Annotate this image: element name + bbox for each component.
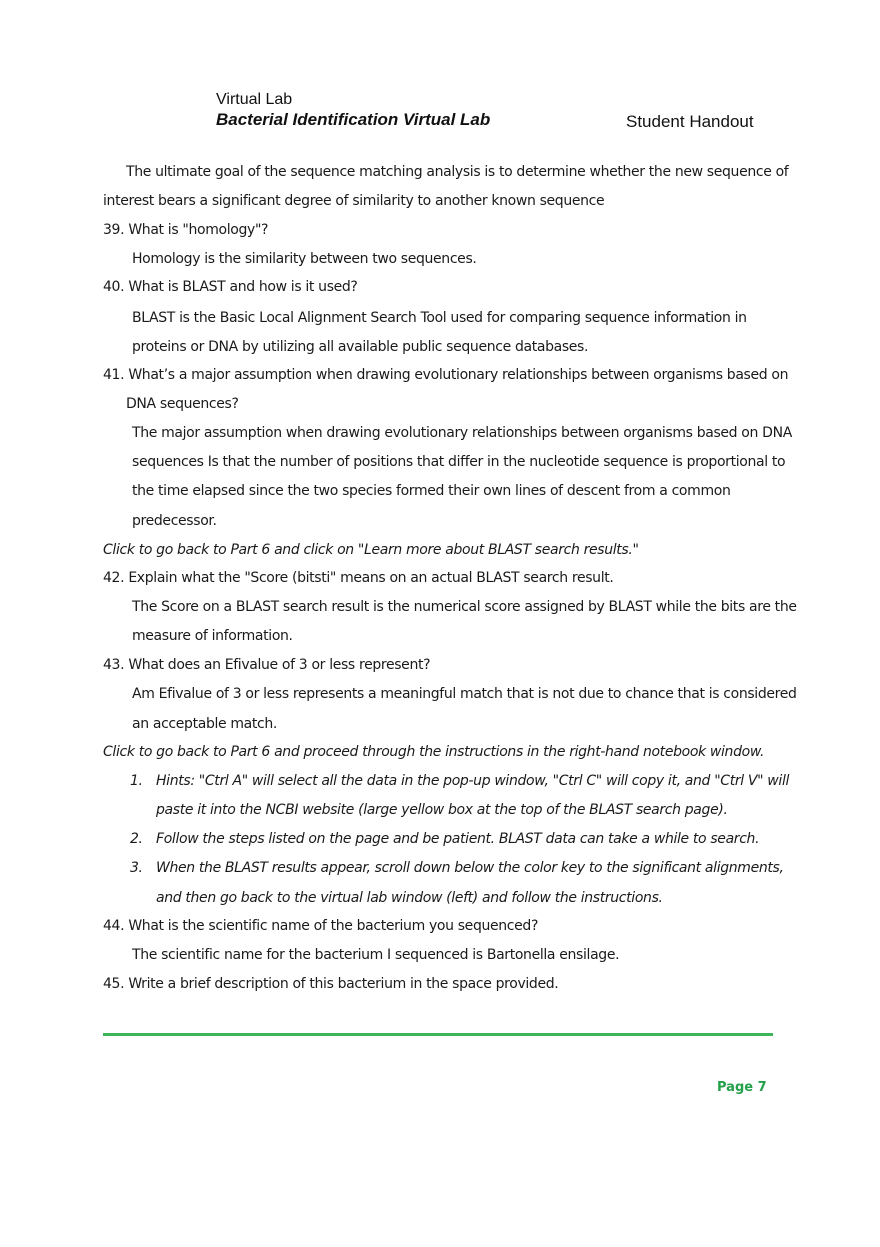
answer-43-line-1: Am Efivalue of 3 or less represents a meaningful match that is not due to chance that is considered bbox=[132, 686, 797, 702]
question-44: 44. What is the scientific name of the bacterium you sequenced? bbox=[103, 918, 539, 934]
answer-41-line-3: the time elapsed since the two species formed their own lines of descent from a common bbox=[132, 483, 731, 499]
instruction-part6-blast-results: Click to go back to Part 6 and click on "Learn more about BLAST search results." bbox=[103, 542, 639, 558]
question-45: 45. Write a brief description of this bacterium in the space provided. bbox=[103, 976, 559, 992]
answer-40-line-1: BLAST is the Basic Local Alignment Search Tool used for comparing sequence information in bbox=[132, 310, 747, 326]
header-lab-subtitle: Bacterial Identification Virtual Lab bbox=[216, 110, 491, 129]
step-1-number: 1. bbox=[130, 773, 143, 789]
answer-42-line-2: measure of information. bbox=[132, 628, 293, 644]
step-2-number: 2. bbox=[130, 831, 143, 847]
answer-40-line-2: proteins or DNA by utilizing all available public sequence databases. bbox=[132, 339, 589, 355]
answer-41-line-1: The major assumption when drawing evolutionary relationships between organisms based on DNA bbox=[132, 425, 792, 441]
step-1-line-2: paste it into the NCBI website (large yellow box at the top of the BLAST search page). bbox=[156, 802, 728, 818]
step-3-line-2: and then go back to the virtual lab window (left) and follow the instructions. bbox=[156, 890, 663, 906]
answer-43-line-2: an acceptable match. bbox=[132, 716, 278, 732]
answer-41-line-4: predecessor. bbox=[132, 513, 217, 529]
question-40: 40. What is BLAST and how is it used? bbox=[103, 279, 358, 295]
step-1-line-1: Hints: "Ctrl A" will select all the data in the pop-up window, "Ctrl C" will copy it, and "Ctrl V" will bbox=[156, 773, 790, 789]
header-student-handout: Student Handout bbox=[626, 112, 754, 131]
question-43: 43. What does an Efivalue of 3 or less represent? bbox=[103, 657, 431, 673]
question-42: 42. Explain what the "Score (bitsti" means on an actual BLAST search result. bbox=[103, 570, 614, 586]
question-41-line-2: DNA sequences? bbox=[126, 396, 239, 412]
intro-line-2: interest bears a significant degree of similarity to another known sequence bbox=[103, 193, 605, 209]
footer-divider bbox=[103, 1033, 773, 1036]
instruction-part6-notebook: Click to go back to Part 6 and proceed through the instructions in the right-hand notebook window. bbox=[103, 744, 765, 760]
answer-42-line-1: The Score on a BLAST search result is the numerical score assigned by BLAST while the bits are the bbox=[132, 599, 797, 615]
intro-line-1: The ultimate goal of the sequence matching analysis is to determine whether the new sequence of bbox=[126, 164, 789, 180]
answer-39: Homology is the similarity between two sequences. bbox=[132, 251, 477, 267]
step-3-number: 3. bbox=[130, 860, 143, 876]
question-41-line-1: 41. What’s a major assumption when drawing evolutionary relationships between organisms based on bbox=[103, 367, 789, 383]
step-3-line-1: When the BLAST results appear, scroll down below the color key to the significant alignments, bbox=[156, 860, 784, 876]
header-lab-title: Virtual Lab bbox=[216, 91, 293, 108]
page-number: Page 7 bbox=[717, 1080, 767, 1095]
question-39: 39. What is "homology"? bbox=[103, 222, 269, 238]
answer-44: The scientific name for the bacterium I sequenced is Bartonella ensilage. bbox=[132, 947, 620, 963]
answer-41-line-2: sequences Is that the number of positions that differ in the nucleotide sequence is proportional to bbox=[132, 454, 786, 470]
step-2-line-1: Follow the steps listed on the page and be patient. BLAST data can take a while to search. bbox=[156, 831, 760, 847]
